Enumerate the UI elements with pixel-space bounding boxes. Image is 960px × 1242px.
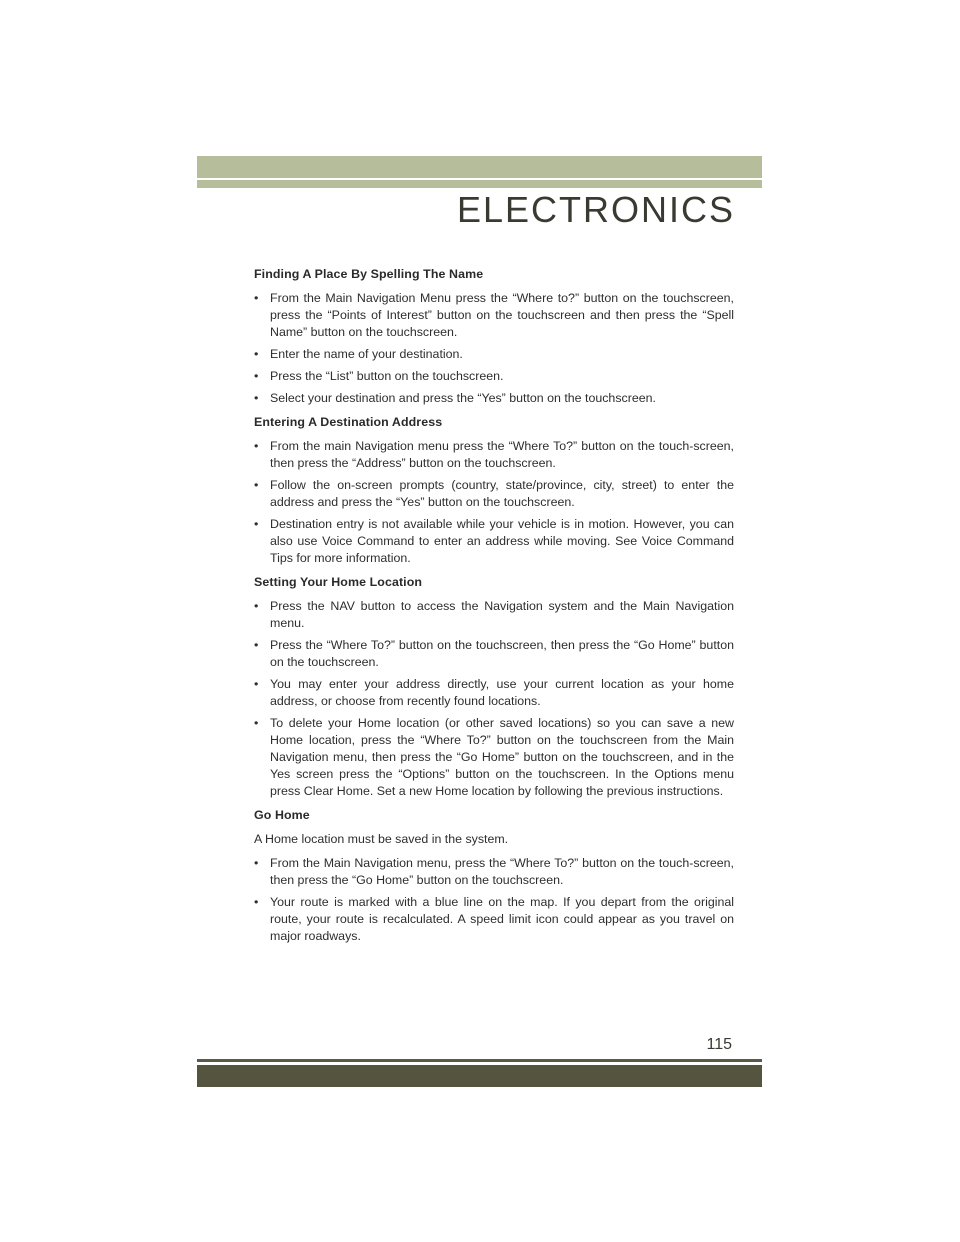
bullet-list-spell-name — [254, 290, 734, 407]
page-content — [254, 266, 734, 952]
list-item: • Select your destination and press the “Yes” button on the touchscreen. — [254, 390, 734, 407]
heading-destination-address: Entering A Destination Address — [254, 415, 443, 429]
list-item: • From the Main Navigation menu, press the “Where To?” button on the touch-screen, then press the “Go Home” button on the touchscreen. — [254, 855, 734, 889]
heading-home-location: Setting Your Home Location — [254, 575, 423, 589]
list-item: • Press the NAV button to access the Navigation system and the Main Navigation menu. — [254, 598, 734, 632]
page-number: 115 — [706, 1036, 732, 1053]
list-item: • Destination entry is not available while your vehicle is in motion. However, you can also use Voice Command to enter an address while moving. See Voice Command Tips for more information. — [254, 516, 734, 567]
section-title: ELECTRONICS — [456, 189, 735, 230]
go-home-intro: A Home location must be saved in the system. — [254, 832, 509, 846]
list-item: • Press the “List” button on the touchscreen. — [254, 368, 734, 385]
bullet-list-go-home — [254, 855, 734, 945]
heading-go-home: Go Home — [254, 808, 310, 822]
footer-band — [197, 1065, 762, 1087]
list-item: • From the main Navigation menu press the “Where To?” button on the touch-screen, then press the “Address” button on the touchscreen. — [254, 438, 734, 472]
footer-rule — [197, 1059, 762, 1062]
bullet-list-destination-address — [254, 438, 734, 567]
bullet-list-home-location — [254, 598, 734, 800]
list-item: • Your route is marked with a blue line on the map. If you depart from the original route, your route is recalculated. A speed limit icon could appear as you travel on major roadways. — [254, 894, 734, 945]
list-item: • You may enter your address directly, use your current location as your home address, or choose from recently found locations. — [254, 676, 734, 710]
list-item: • Follow the on-screen prompts (country, state/province, city, street) to enter the address and press the “Yes” button on the touchscreen. — [254, 477, 734, 511]
heading-spell-name: Finding A Place By Spelling The Name — [254, 267, 484, 281]
header-band-stripe — [197, 180, 762, 188]
list-item: • To delete your Home location (or other saved locations) so you can save a new Home location, press the “Where To?” button on the touchscreen from the Main Navigation menu, then press the “Go Home” button on the touchscreen, and in the Yes screen press the “Options” button on the touchscreen. In the Options menu press Clear Home. Set a new Home location by following the previous instructions. — [254, 715, 734, 800]
list-item: • Press the “Where To?” button on the touchscreen, then press the “Go Home” button on the touchscreen. — [254, 637, 734, 671]
list-item: • Enter the name of your destination. — [254, 346, 734, 363]
list-item: • From the Main Navigation Menu press the “Where to?” button on the touchscreen, press the “Points of Interest” button on the touchscreen and then press the “Spell Name” button on the touchscreen. — [254, 290, 734, 341]
header-band — [197, 156, 762, 178]
